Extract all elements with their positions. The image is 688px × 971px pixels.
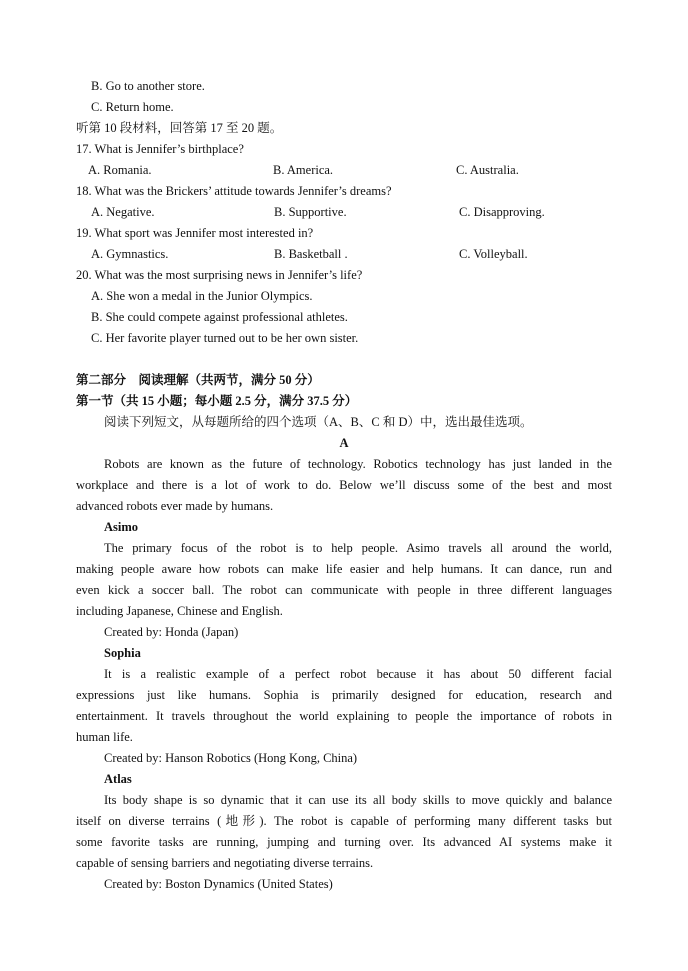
passage-intro-line: workplace and there is a lot of work to do. Below we’ll discuss some of the best and most — [76, 478, 612, 492]
question-17-option-a: A. Romania. — [88, 163, 152, 177]
question-20-option-a: A. She won a medal in the Junior Olympics. — [91, 289, 313, 303]
question-19-option-b: B. Basketball . — [274, 247, 348, 261]
robot-description-line: expressions just like humans. Sophia is primarily designed for education, research and — [76, 688, 612, 702]
question-18-option-b: B. Supportive. — [274, 205, 347, 219]
reading-part-title: 第二部分 阅读理解（共两节，满分 50 分） — [76, 373, 320, 387]
robot-description-line: itself on diverse terrains (地形). The robot is capable of performing many different tasks but — [76, 814, 612, 828]
question-17-option-c: C. Australia. — [456, 163, 519, 177]
robot-creator-asimo: Created by: Honda (Japan) — [104, 625, 239, 639]
robot-description-line: capable of sensing barriers and negotiating diverse terrains. — [76, 856, 374, 870]
robot-description-line: entertainment. It travels throughout the world explaining to people the importance of robots in — [76, 709, 612, 723]
reading-instruction: 阅读下列短文，从每题所给的四个选项（A、B、C 和 D）中，选出最佳选项。 — [104, 415, 533, 429]
passage-intro-line: Robots are known as the future of technology. Robotics technology has just landed in the — [104, 457, 612, 471]
robot-description-line: even kick a soccer ball. The robot can communicate with people in three different languages — [76, 583, 612, 597]
question-19-option-a: A. Gymnastics. — [91, 247, 169, 261]
robot-description-line: Its body shape is so dynamic that it can use its all body skills to move quickly and balance — [104, 793, 612, 807]
question-17-stem: 17. What is Jennifer’s birthplace? — [76, 142, 244, 156]
question-19-stem: 19. What sport was Jennifer most interested in? — [76, 226, 314, 240]
passage-intro-line: advanced robots ever made by humans. — [76, 499, 274, 513]
robot-creator-atlas: Created by: Boston Dynamics (United States) — [104, 877, 333, 891]
robot-description-line: The primary focus of the robot is to help people. Asimo travels all around the world, — [104, 541, 612, 555]
question-17-option-b: B. America. — [273, 163, 334, 177]
robot-name-asimo: Asimo — [104, 520, 139, 534]
passage-label: A — [339, 436, 349, 450]
listening-section-intro: 听第 10 段材料，回答第 17 至 20 题。 — [76, 121, 283, 135]
question-18-stem: 18. What was the Brickers’ attitude towards Jennifer’s dreams? — [76, 184, 392, 198]
question-20-option-c: C. Her favorite player turned out to be her own sister. — [91, 331, 359, 345]
question-18-option-a: A. Negative. — [91, 205, 155, 219]
robot-name-atlas: Atlas — [104, 772, 132, 786]
question-20-stem: 20. What was the most surprising news in Jennifer’s life? — [76, 268, 363, 282]
question-20-option-b: B. She could compete against professional athletes. — [91, 310, 348, 324]
robot-name-sophia: Sophia — [104, 646, 141, 660]
question-18-option-c: C. Disapproving. — [459, 205, 545, 219]
reading-section-title: 第一节（共 15 小题；每小题 2.5 分，满分 37.5 分） — [76, 394, 358, 408]
prev-option-b: B. Go to another store. — [91, 79, 205, 93]
question-19-option-c: C. Volleyball. — [459, 247, 528, 261]
robot-description-line: some favorite tasks are running, jumping and turning over. Its advanced AI systems make it — [76, 835, 612, 849]
robot-description-line: It is a realistic example of a perfect robot because it has about 50 different facial — [104, 667, 612, 681]
robot-description-line: including Japanese, Chinese and English. — [76, 604, 283, 618]
robot-description-line: making people aware how robots can make life easier and help humans. It can dance, run and — [76, 562, 612, 576]
prev-option-c: C. Return home. — [91, 100, 174, 114]
robot-description-line: human life. — [76, 730, 133, 744]
robot-creator-sophia: Created by: Hanson Robotics (Hong Kong, China) — [104, 751, 358, 765]
